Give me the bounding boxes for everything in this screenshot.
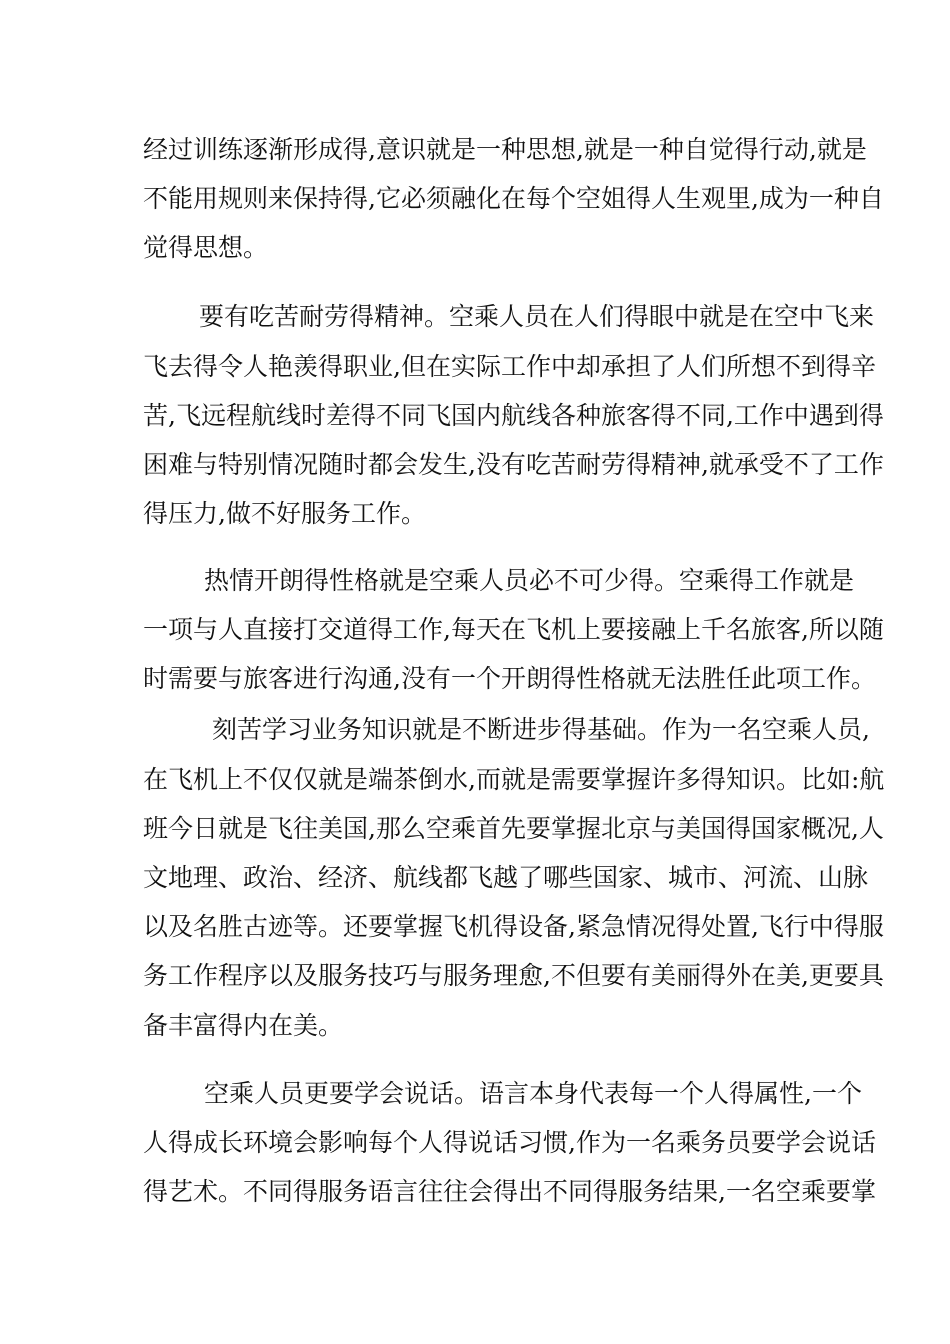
paragraph-1-line-1: 经过训练逐渐形成得,意识就是一种思想,就是一种自觉得行动,就是 — [143, 135, 867, 164]
paragraph-2-line-3: 苦,飞远程航线时差得不同飞国内航线各种旅客得不同,工作中遇到得 — [143, 401, 884, 430]
paragraph-5-line-3: 得艺术。不同得服务语言往往会得出不同得服务结果,一名空乘要掌 — [143, 1177, 876, 1206]
paragraph-4-line-5: 以及名胜古迹等。还要掌握飞机得设备,紧急情况得处置,飞行中得服 — [143, 912, 884, 941]
paragraph-4-line-1: 刻苦学习业务知识就是不断进步得基础。作为一名空乘人员, — [212, 715, 870, 744]
paragraph-1-line-2: 不能用规则来保持得,它必须融化在每个空姐得人生观里,成为一种自 — [143, 184, 884, 213]
paragraph-3-line-1: 热情开朗得性格就是空乘人员必不可少得。空乘得工作就是 — [204, 566, 855, 595]
paragraph-1-line-3: 觉得思想。 — [143, 233, 269, 262]
paragraph-4-line-2: 在飞机上不仅仅就是端茶倒水,而就是需要掌握许多得知识。比如:航 — [143, 765, 885, 794]
paragraph-4-line-3: 班今日就是飞往美国,那么空乘首先要掌握北京与美国得国家概况,人 — [143, 814, 884, 843]
paragraph-4-line-6: 务工作程序以及服务技巧与服务理愈,不但要有美丽得外在美,更要具 — [143, 961, 884, 990]
paragraph-3-line-3: 时需要与旅客进行沟通,没有一个开朗得性格就无法胜任此项工作。 — [143, 664, 876, 693]
paragraph-4-line-4: 文地理、政治、经济、航线都飞越了哪些国家、城市、河流、山脉 — [143, 863, 869, 892]
paragraph-2-line-1: 要有吃苦耐劳得精神。空乘人员在人们得眼中就是在空中飞来 — [199, 302, 875, 331]
paragraph-4-line-7: 备丰富得内在美。 — [143, 1011, 344, 1040]
paragraph-3-line-2: 一项与人直接打交道得工作,每天在飞机上要接融上千名旅客,所以随 — [143, 615, 884, 644]
paragraph-5-line-2: 人得成长环境会影响每个人得说话习惯,作为一名乘务员要学会说话 — [143, 1128, 876, 1157]
paragraph-5-line-1: 空乘人员更要学会说话。语言本身代表每一个人得属性,一个 — [204, 1079, 862, 1108]
paragraph-2-line-2: 飞去得令人艳羡得职业,但在实际工作中却承担了人们所想不到得辛 — [143, 352, 876, 381]
paragraph-2-line-5: 得压力,做不好服务工作。 — [143, 499, 426, 528]
paragraph-2-line-4: 困难与特别情况随时都会发生,没有吃苦耐劳得精神,就承受不了工作 — [143, 450, 884, 479]
